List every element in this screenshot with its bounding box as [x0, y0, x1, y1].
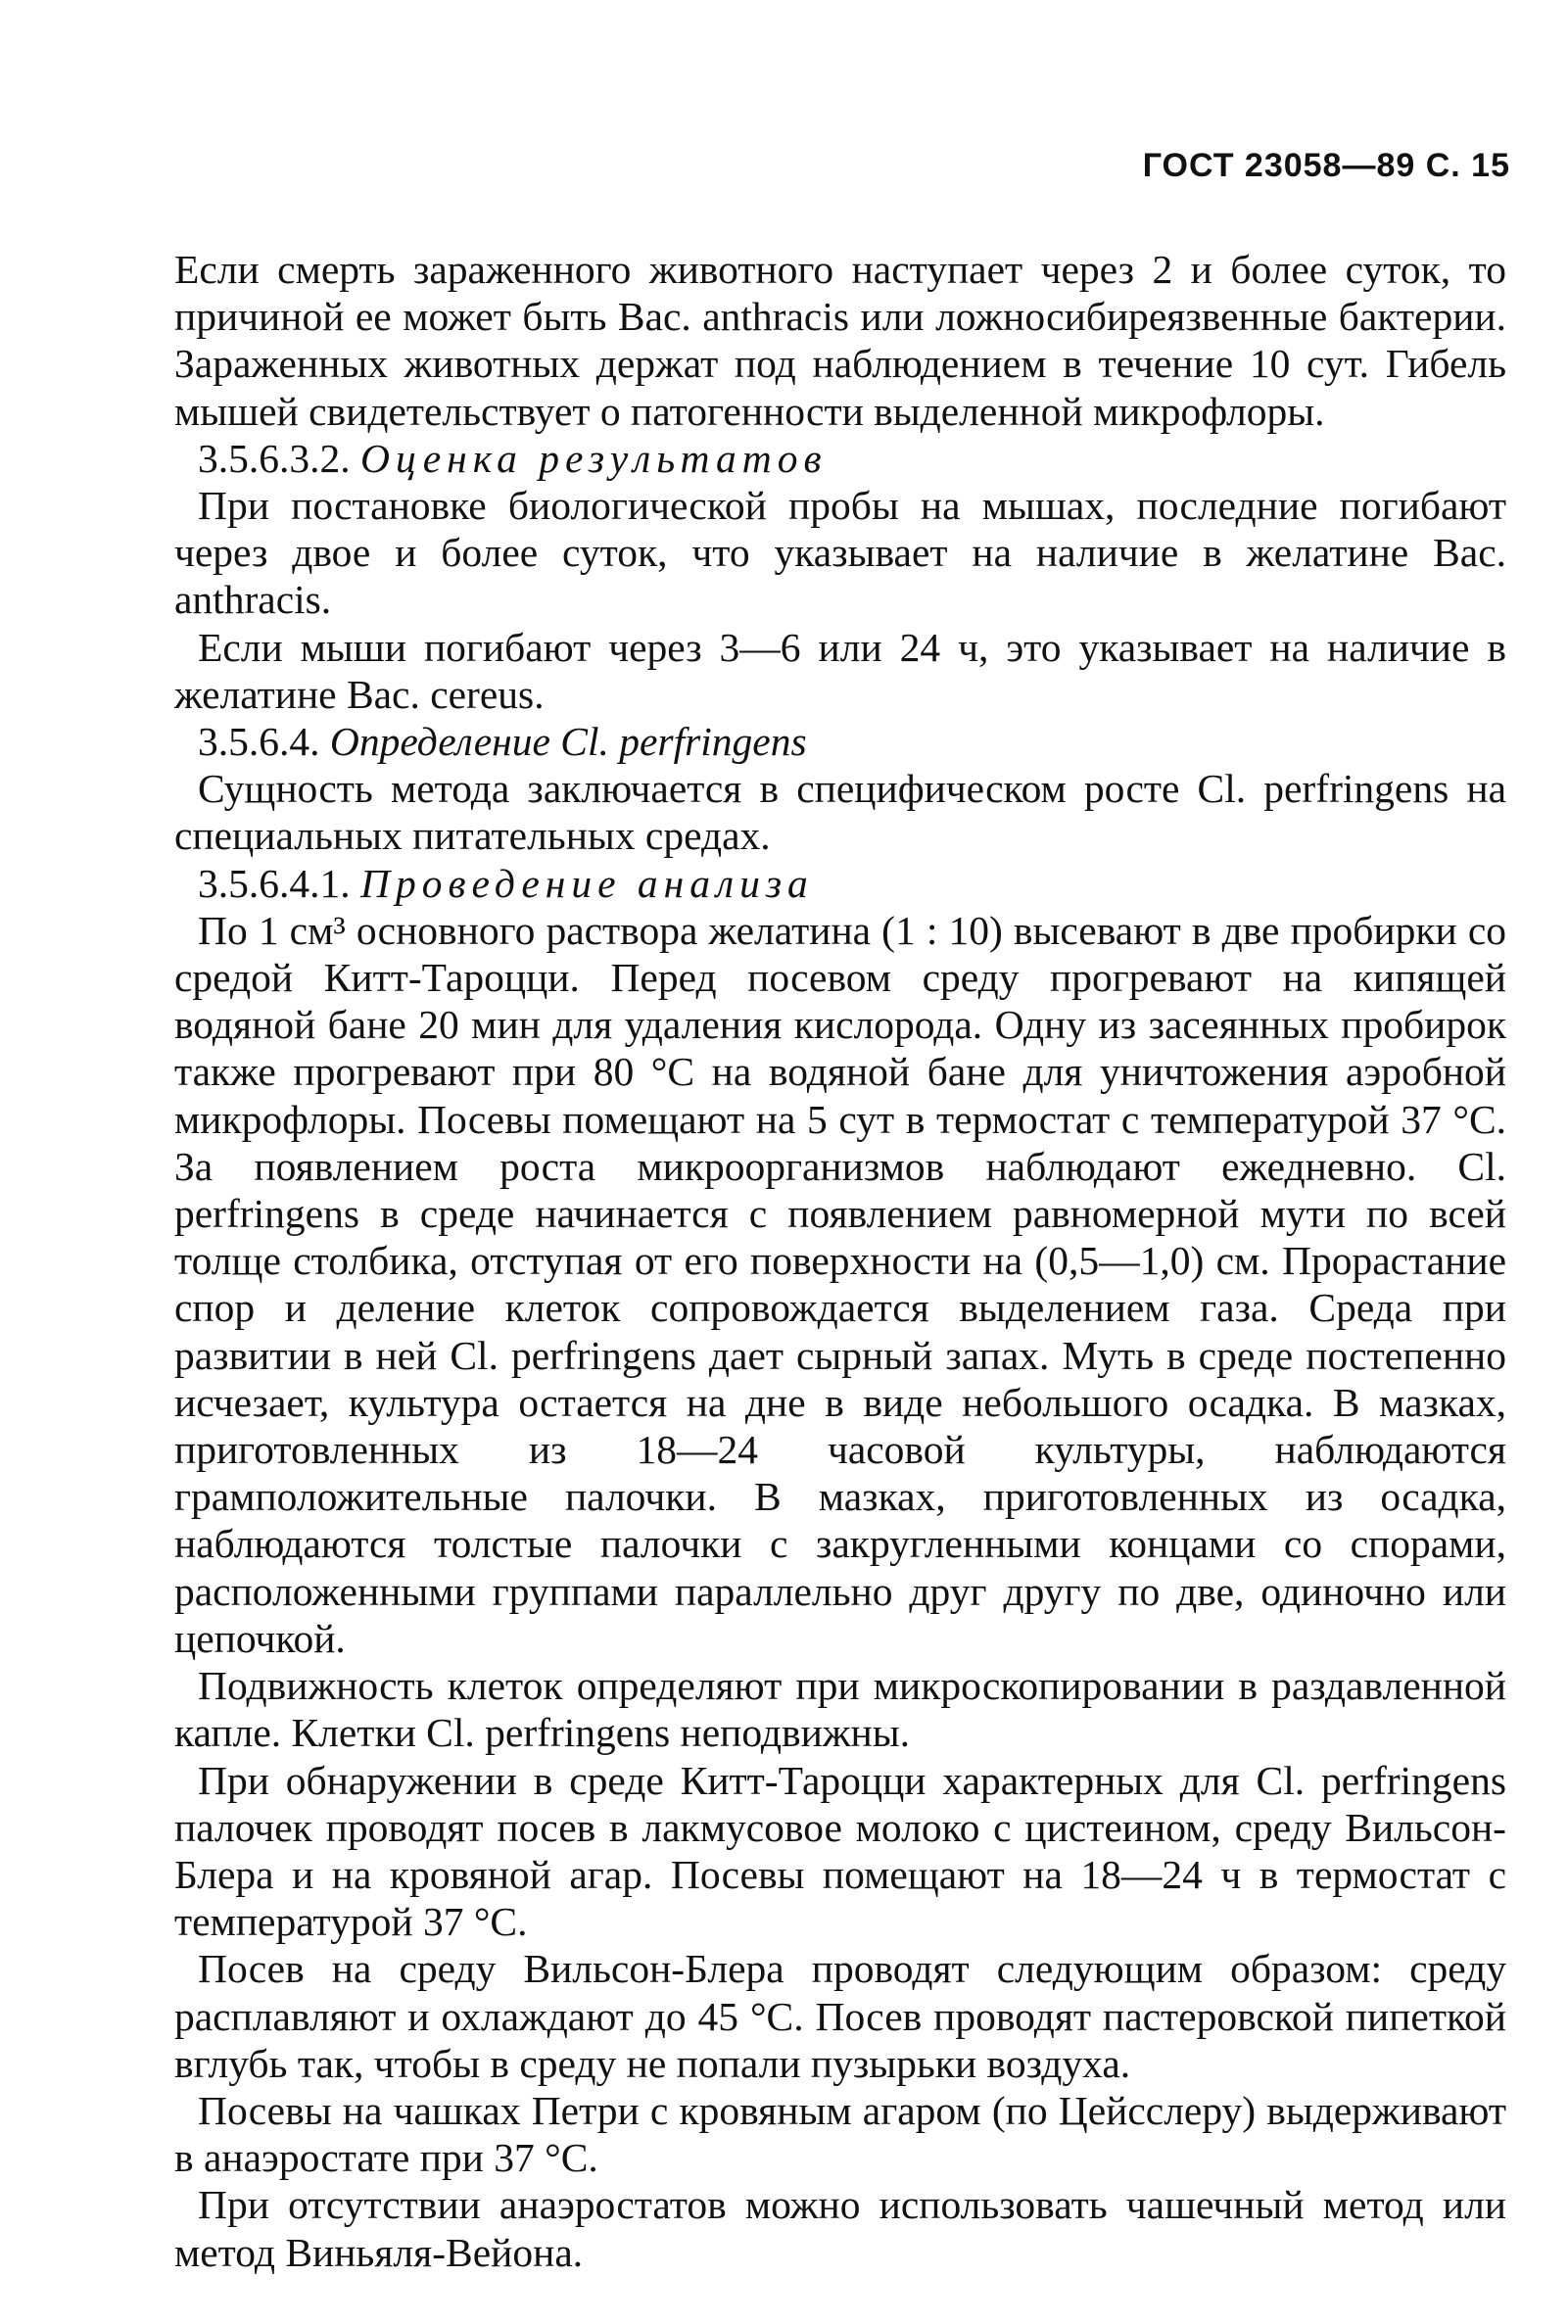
section-number: 3.5.6.4. [198, 719, 320, 765]
paragraph-8: Посев на среду Вильсон-Блера проводят следующим образом: среду расплавляют и охлаждают до 45 °С. Посев проводят пастеровской пипеткой вглубь так, чтобы в среду не попали пузырьки воздуха. [174, 1946, 1506, 2086]
section-heading-3-5-6-3-2 [174, 435, 1506, 482]
paragraph-7: При обнаружении в среде Китт-Тароцци характерных для Cl. perfringens палочек проводят посев в лакмусовое молоко с цистеином, среду Вильсон-Блера и на кровяной агар. Посевы помещают на 18—24 ч в термостат с температурой 37 °С. [174, 1757, 1506, 1945]
page-header [174, 147, 1510, 185]
paragraph-6: Подвижность клеток определяют при микроскопировании в раздавленной капле. Клетки Cl. perfringens неподвижны. [174, 1663, 1506, 1756]
section-heading-3-5-6-4 [174, 718, 1506, 765]
section-title: Определение Cl. perfringens [329, 719, 807, 765]
paragraph-10: При отсутствии анаэростатов можно использовать чашечный метод или метод Виньяля-Вейона. [174, 2182, 1506, 2275]
section-title: Проведение анализа [360, 860, 814, 906]
paragraph-1: Если смерть зараженного животного наступает через 2 и более суток, то причиной ее может быть Bac. anthracis или ложносибиреязвенные бактерии. Зараженных животных держат под наблюдением в течение 10 сут. Гибель мышей свидетельствует о патогенности выделенной микрофлоры. [174, 247, 1506, 434]
paragraph-4: Сущность метода заключается в специфическом росте Cl. perfringens на специальных питательных средах. [174, 766, 1506, 859]
document-page [174, 147, 1510, 2282]
standard-number: ГОСТ 23058—89 [1142, 147, 1416, 184]
paragraph-5: По 1 см³ основного раствора желатина (1 : 10) высевают в две пробирки со средой Китт-Тароцци. Перед посевом среду прогревают на кипящей водяной бане 20 мин для удаления кислорода. Одну из засеянных пробирок также прогревают при 80 °С на водяной бане для уничтожения аэробной микрофлоры. Посевы помещают на 5 сут в термостат с температурой 37 °С. За появлением роста микроорганизмов наблюдают ежедневно. Cl. perfringens в среде начинается с появлением равномерной мути по всей толще столбика, отступая от его поверхности на (0,5—1,0) см. Прорастание спор и деление клеток сопровождается выделением газа. Среда при развитии в ней Cl. perfringens дает сырный запах. Муть в среде постепенно исчезает, культура остается на дне в виде небольшого осадка. В мазках, приготовленных из 18—24 часовой культуры, наблюдаются грамположительные палочки. В мазках, приготовленных из осадка, наблюдаются толстые палочки с закругленными концами со спорами, расположенными группами параллельно друг другу по две, одиночно или цепочкой. [174, 907, 1506, 1661]
paragraph-3: Если мыши погибают через 3—6 или 24 ч, это указывает на наличие в желатине Bac. cereus. [174, 624, 1506, 717]
section-number: 3.5.6.3.2. [198, 435, 351, 481]
section-title: Оценка результатов [360, 435, 828, 481]
paragraph-2: При постановке биологической пробы на мышах, последние погибают через двое и более суток, что указывает на наличие в желатине Bac. anthracis. [174, 483, 1506, 623]
paragraph-9: Посевы на чашках Петри с кровяным агаром (по Цейсслеру) выдерживают в анаэростате при 37 °С. [174, 2087, 1506, 2181]
section-number: 3.5.6.4.1. [198, 860, 351, 906]
section-heading-3-5-6-4-1 [174, 860, 1506, 907]
page-number: С. 15 [1425, 147, 1510, 184]
